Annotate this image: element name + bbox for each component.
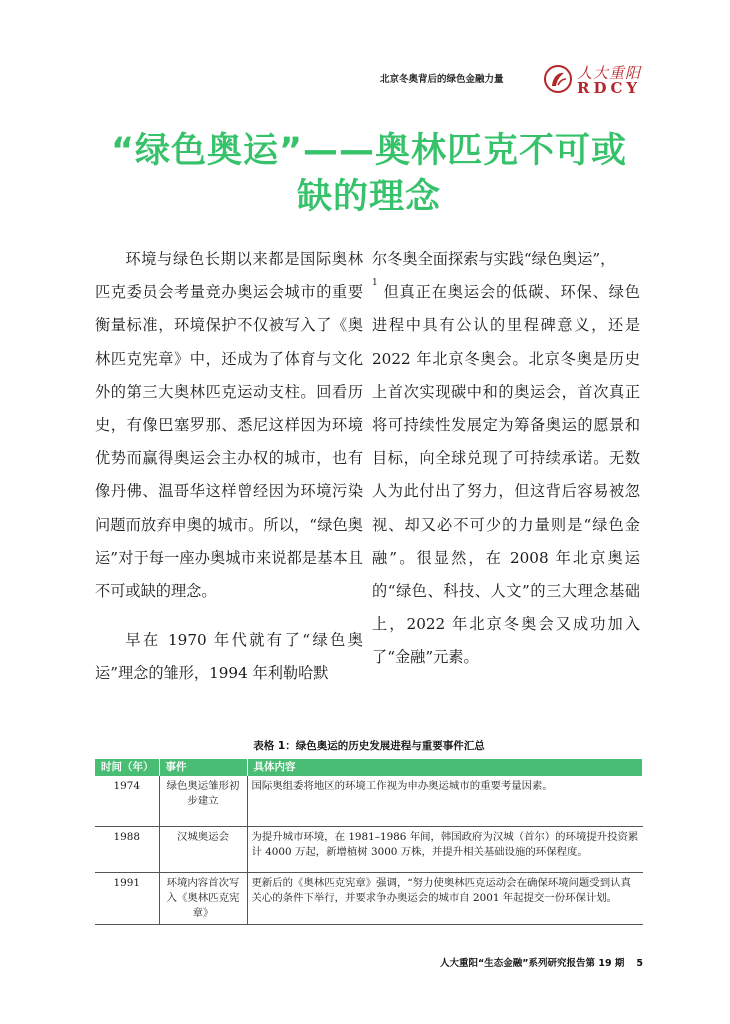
header-content: 具体内容 xyxy=(247,759,643,776)
green-olympics-events-table xyxy=(95,759,643,925)
body-column-right xyxy=(372,243,640,675)
table-header-row xyxy=(95,759,643,776)
cell-year: 1988 xyxy=(95,826,159,872)
footer-series-text: 人大重阳“生态金融”系列研究报告第 19 期 xyxy=(440,958,625,969)
cell-content: 国际奥组委将地区的环境工作视为申办奥运城市的重要考量因素。 xyxy=(247,776,643,826)
page-title-line-2: 缺的理念 xyxy=(296,177,441,217)
body-paragraph: 环境与绿色长期以来都是国际奥林匹克委员会考量竞办奥运会城市的重要衡量标准，环境保护不仅被写入了《奥林匹克宪章》中，还成为了体育与文化外的第三大奥林匹克运动支柱。回看历史，有像巴塞罗那、悉尼这样因为环境优势而赢得奥运会主办权的城市，也有像丹佛、温哥华这样曾经因为环境污染问题而放弃申奥的城市。所以，“绿色奥运”对于每一座办奥城市来说都是基本且不可或缺的理念。 xyxy=(95,250,363,601)
table-row xyxy=(95,776,643,826)
page-title-line-1: “绿色奥运”——奥林匹克不可或 xyxy=(110,131,627,171)
table-caption: 表格 1：绿色奥运的历史发展进程与重要事件汇总 xyxy=(253,740,485,752)
rdcy-seal-icon xyxy=(543,64,573,94)
page-title xyxy=(95,128,643,220)
cell-year: 1991 xyxy=(95,872,159,924)
cell-year: 1974 xyxy=(95,776,159,826)
body-paragraph-continued xyxy=(372,243,640,675)
footnote-reference[interactable]: 1 xyxy=(372,278,378,289)
body-column-left xyxy=(95,243,363,691)
page-number: 5 xyxy=(636,958,643,969)
logo-text-cn: 人大重阳 xyxy=(577,64,642,82)
body-paragraph: 早在 1970 年代就有了“绿色奥运”理念的雏形，1994 年利勒哈默 xyxy=(95,631,363,683)
body-text-segment: 尔冬奥全面探索与实践“绿色奥运”， xyxy=(372,250,616,268)
cell-content: 为提升城市环境，在 1981–1986 年间，韩国政府为汉城（首尔）的环境提升投资累计 4000 万起，新增植树 3000 万株，并提升相关基础设施的环保程度。 xyxy=(247,826,643,872)
logo-text-en: RDCY xyxy=(577,79,642,97)
page-footer xyxy=(380,955,643,969)
cell-event: 汉城奥运会 xyxy=(159,826,247,872)
header-year: 时间（年） xyxy=(95,759,159,776)
cell-event: 绿色奥运雏形初步建立 xyxy=(159,776,247,826)
table-row xyxy=(95,872,643,924)
cell-event: 环境内容首次写入《奥林匹克宪章》 xyxy=(159,872,247,924)
header-event: 事件 xyxy=(159,759,247,776)
running-header-title: 北京冬奥背后的绿色金融力量 xyxy=(380,74,504,85)
body-text-segment: 但真正在奥运会的低碳、环保、绿色进程中具有公认的里程碑意义，还是 2022 年北京冬奥会。北京冬奥是历史上首次实现碳中和的奥运会，首次真正将可持续性发展定为筹备奥运的愿景和目标，向全球兑现了可持续承诺。无数人为此付出了努力，但这背后容易被忽视、却又必不可少的力量则是“绿色金融”。很显然，在 2008 年北京奥运的“绿色、科技、人文”的三大理念基础上，2022 年北京冬奥会又成功加入了“金融”元素。 xyxy=(372,283,640,667)
cell-content: 更新后的《奥林匹克宪章》强调，“努力使奥林匹克运动会在确保环境问题受到认真关心的条件下举行，并要求争办奥运会的城市自 2001 年起提交一份环保计划。 xyxy=(247,872,643,924)
table-row xyxy=(95,826,643,872)
rdcy-logo xyxy=(543,62,643,98)
